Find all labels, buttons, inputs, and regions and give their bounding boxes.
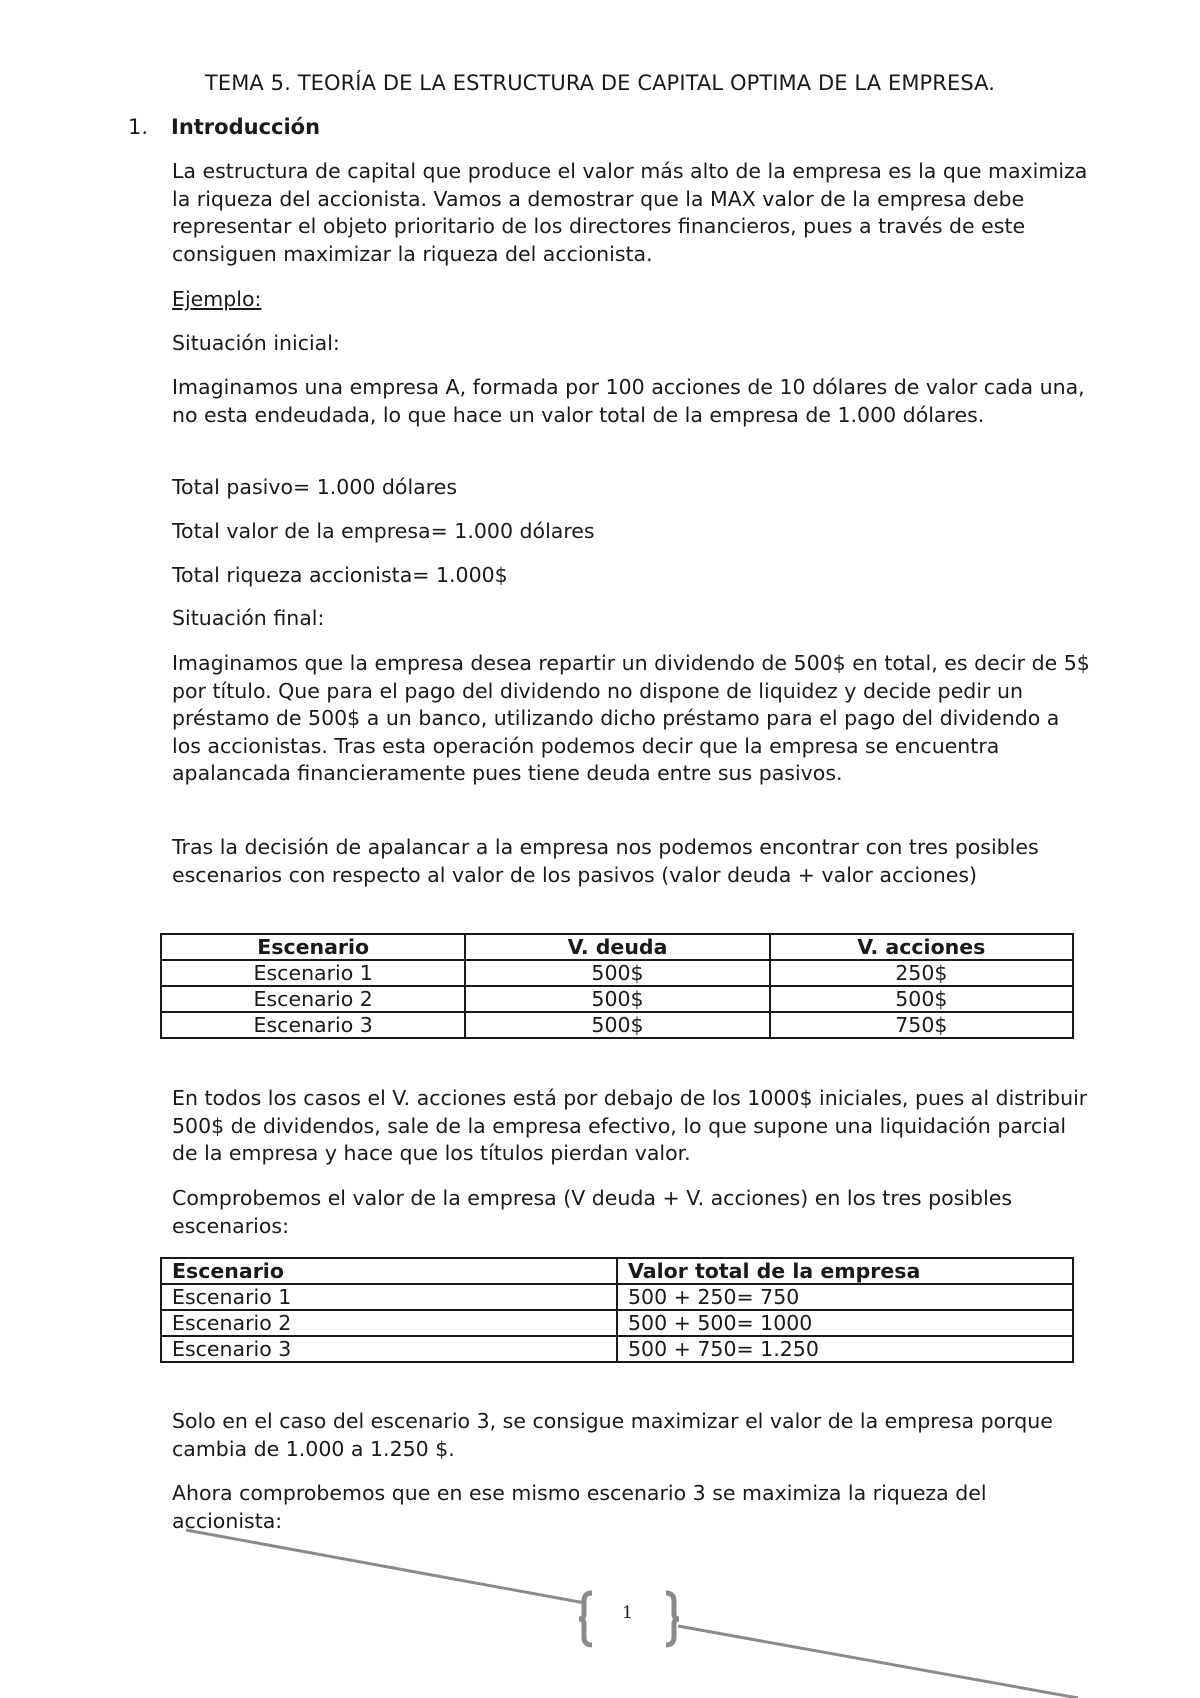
table-header: V. deuda [465,934,769,960]
table-cell: Escenario 2 [161,986,465,1012]
paragraph-company-a: Imaginamos una empresa A, formada por 100 acciones de 10 dólares de valor cada una, no esta endeudada, lo que hace un valor total de la empresa de 1.000 dólares. [172,375,1085,427]
table-header: V. acciones [770,934,1073,960]
table-cell: 500$ [770,986,1073,1012]
section-number: 1. [128,115,149,139]
total-company-value: Total valor de la empresa= 1.000 dólares [172,519,595,543]
table-header: Escenario [161,934,465,960]
total-shareholder-wealth: Total riqueza accionista= 1.000$ [172,563,508,587]
footer-bracket-right [666,1593,679,1645]
paragraph-intro: La estructura de capital que produce el valor más alto de la empresa es la que maximiza la riqueza del accionista. Vamos a demostrar que la MAX valor de la empresa debe representar el objeto prioritario de los directores financieros, pues a través de este consiguen maximizar la riqueza del accionista. [172,159,1088,266]
table-cell: 750$ [770,1012,1073,1038]
footer-line-right [678,1626,1078,1698]
paragraph-scenarios: Tras la decisión de apalancar a la empresa nos podemos encontrar con tres posibles escenarios con respecto al valor de los pasivos (valor deuda + valor acciones) [172,835,1039,887]
table-cell: Escenario 1 [161,1284,617,1310]
section-label: Introducción [171,115,321,139]
table-cell: 500 + 750= 1.250 [617,1336,1073,1362]
final-situation-label: Situación final: [172,606,325,630]
table-cell: Escenario 3 [161,1012,465,1038]
table-header: Valor total de la empresa [617,1258,1073,1284]
footer-line-left [186,1530,585,1603]
table-cell: 250$ [770,960,1073,986]
table-cell: 500 + 500= 1000 [617,1310,1073,1336]
paragraph-dividend: Imaginamos que la empresa desea repartir un dividendo de 500$ en total, es decir de 5$ por título. Que para el pago del dividendo no dispone de liquidez y decide pedir un préstamo de 500$ a un banco, utilizando dicho préstamo para el pago del dividendo a los accionistas. Tras esta operación podemos decir que la empresa se encuentra apalancada financieramente pues tiene deuda entre sus pasivos. [172,651,1090,785]
table-cell: 500$ [465,1012,769,1038]
example-label: Ejemplo: [172,287,262,311]
document-title: TEMA 5. TEORÍA DE LA ESTRUCTURA DE CAPITAL OPTIMA DE LA EMPRESA. [204,71,996,95]
initial-situation-label: Situación inicial: [172,331,340,355]
paragraph-check-value: Comprobemos el valor de la empresa (V deuda + V. acciones) en los tres posibles escenarios: [172,1186,1013,1238]
table-cell: 500$ [465,960,769,986]
page-number: 1 [622,1603,633,1623]
table-cell: Escenario 3 [161,1336,617,1362]
table-cell: 500$ [465,986,769,1012]
table-header: Escenario [161,1258,617,1284]
table-cell: Escenario 1 [161,960,465,986]
paragraph-all-cases: En todos los casos el V. acciones está por debajo de los 1000$ iniciales, pues al distribuir 500$ de dividendos, sale de la empresa efectivo, lo que supone una liquidación parcial de la empresa y hace que los títulos pierdan valor. [172,1086,1088,1165]
paragraph-shareholder-wealth: Ahora comprobemos que en ese mismo escenario 3 se maximiza la riqueza del accionista: [172,1481,987,1533]
table-cell: 500 + 250= 750 [617,1284,1073,1310]
table-cell: Escenario 2 [161,1310,617,1336]
total-liabilities: Total pasivo= 1.000 dólares [172,475,457,499]
paragraph-scenario-3: Solo en el caso del escenario 3, se consigue maximizar el valor de la empresa porque cambia de 1.000 a 1.250 $. [172,1409,1053,1461]
